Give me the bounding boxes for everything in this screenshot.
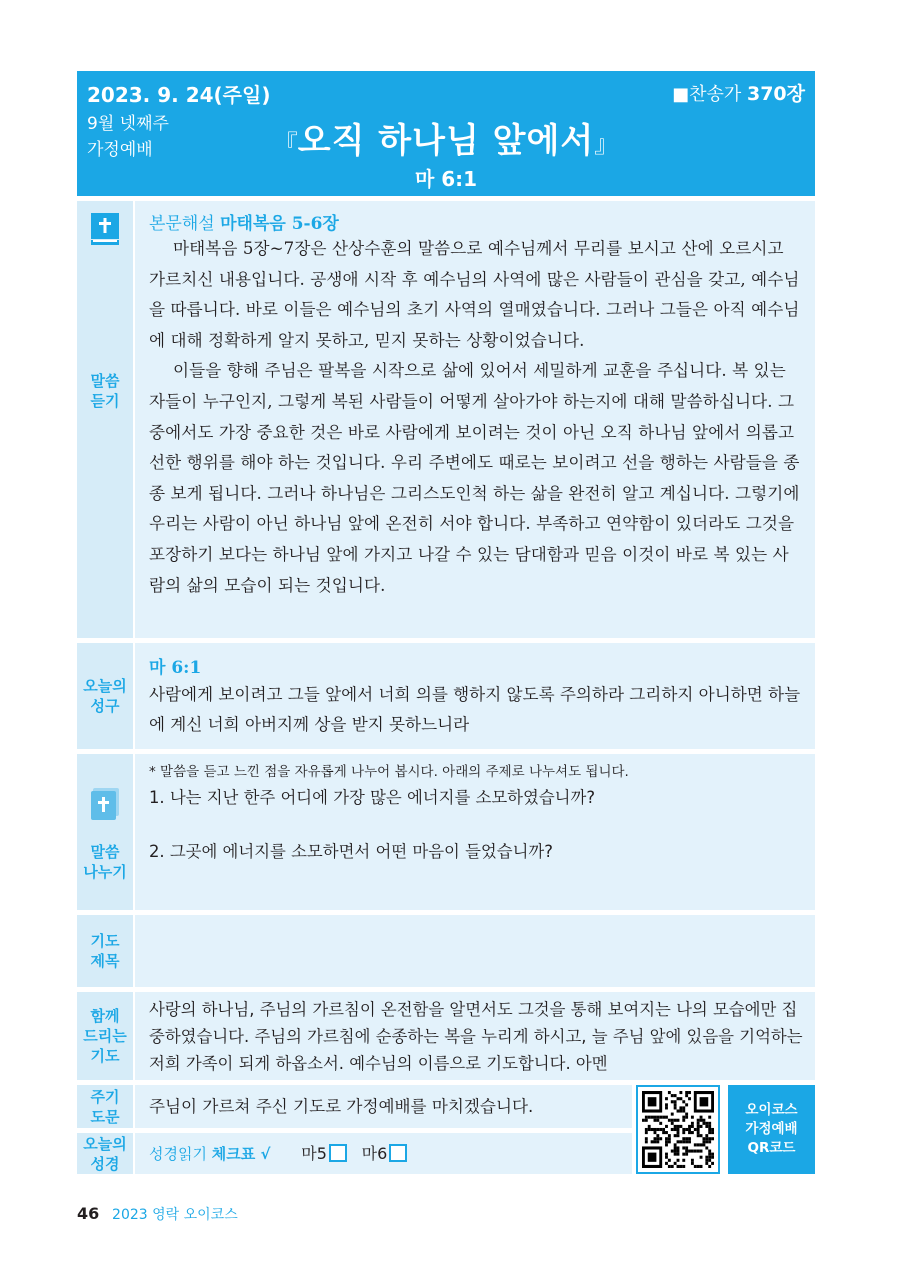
page-number: 46 <box>77 1204 100 1223</box>
section-label <box>77 1085 133 1128</box>
scripture-ref: 마 6:1 <box>414 167 478 191</box>
section-label <box>77 754 133 910</box>
reading-checkbox[interactable] <box>389 1144 407 1162</box>
qr-label <box>728 1085 815 1174</box>
qr-code-icon <box>642 1091 714 1168</box>
checklist-bold: 체크표 √ <box>211 1145 271 1163</box>
verse-ref: 마 6:1 <box>149 658 202 678</box>
verse-text: 사람에게 보이려고 그들 앞에서 너희 의를 행하지 않도록 주의하라 그리하지 아니하면 하늘에 계신 너희 아버지께 상을 받지 못하느니라 <box>149 685 801 734</box>
quote-open: 『 <box>273 130 298 158</box>
share-question-2: 2. 그곳에 에너지를 소모하면서 어떤 마음이 들었습니까? <box>149 842 553 861</box>
label-line: 도문 <box>90 1107 120 1126</box>
quote-close: 』 <box>594 130 619 158</box>
section-label <box>77 915 133 987</box>
section-lords-prayer <box>77 1085 632 1128</box>
label-line: 말씀 <box>90 843 120 861</box>
commentary-ref: 마태복음 5-6장 <box>220 214 339 234</box>
sermon-title <box>77 113 815 162</box>
label-line: 말씀 <box>90 372 120 390</box>
section-label <box>77 1133 133 1174</box>
section-label <box>77 643 133 749</box>
paragraph: 마태복음 5장~7장은 산상수훈의 말씀으로 예수님께서 무리를 보시고 산에 오르시고 가르치신 내용입니다. 공생애 시작 후 예수님의 사역에 많은 사람들이 관심을 갖고, 예수님을 따릅니다. 바로 이들은 예수님의 초기 사역의 열매였습니다. 그러나 그들은 아직 예수님에 대해 정확하게 알지 못하고, 믿지 못하는 상황이었습니다. <box>149 239 800 350</box>
share-note: * 말씀을 듣고 느낀 점을 자유롭게 나누어 봅시다. 아래의 주제로 나누셔도 됩니다. <box>149 764 629 780</box>
label-line: 제목 <box>90 952 120 970</box>
book-icon <box>91 788 119 820</box>
commentary-label: 본문해설 <box>149 214 215 234</box>
label-line: 나누기 <box>83 863 127 881</box>
section-listen <box>77 201 815 638</box>
section-content <box>135 754 815 910</box>
section-share <box>77 754 815 910</box>
label-line: 주기 <box>90 1087 120 1106</box>
section-content <box>135 643 815 749</box>
label-line: 성구 <box>90 697 120 715</box>
service-date: 2023. 9. 24(주일) <box>87 83 271 107</box>
reading-checkbox[interactable] <box>329 1144 347 1162</box>
label-line: 성경 <box>90 1154 120 1173</box>
qr-label-line: 가정예배 <box>745 1121 798 1137</box>
checklist-label: 성경읽기 <box>149 1145 207 1163</box>
page-footer <box>77 1204 238 1224</box>
reading-item-2 <box>362 1144 408 1163</box>
section-reading <box>77 1133 632 1174</box>
qr-label-line: QR코드 <box>747 1140 796 1156</box>
week-label: 9월 넷째주 <box>87 114 169 134</box>
lords-prayer-text: 주님이 가르쳐 주신 기도로 가정예배를 마치겠습니다. <box>135 1085 632 1128</box>
label-line: 기도 <box>90 1047 120 1065</box>
section-today-verse <box>77 643 815 749</box>
commentary-body <box>149 234 803 601</box>
section-label <box>77 992 133 1080</box>
section-pray-together <box>77 992 815 1080</box>
section-prayer-title <box>77 915 815 987</box>
qr-code[interactable] <box>636 1085 720 1174</box>
hymn-info <box>672 79 805 106</box>
label-line: 드리는 <box>83 1027 127 1045</box>
label-line: 오늘의 <box>83 1134 127 1153</box>
section-label <box>77 201 133 638</box>
section-content <box>135 201 815 638</box>
label-line: 오늘의 <box>83 677 127 695</box>
qr-label-line: 오이코스 <box>745 1102 798 1118</box>
hymn-number: 370장 <box>746 83 805 105</box>
title-text: 오직 하나님 앞에서 <box>297 121 595 161</box>
reading-item-label: 마5 <box>301 1144 327 1163</box>
paragraph: 이들을 향해 주님은 팔복을 시작으로 삶에 있어서 세밀하게 교훈을 주십니다. 복 있는 자들이 누구인지, 그렇게 복된 사람들이 어떻게 살아가야 하는지에 대해 말씀하십니다. 그 중에서도 가장 중요한 것은 바로 사람에게 보이려는 것이 아닌 오직 하나님 앞에서 의롭고 선한 행위를 해야 하는 것입니다. 우리 주변에도 때로는 보이려고 선을 행하는 사람들을 종종 보게 됩니다. 그러나 하나님은 그리스도인척 하는 삶을 완전히 알고 계십니다. 그렇기에 우리는 사람이 아닌 하나님 앞에 온전히 서야 합니다. 부족하고 연약함이 있더라도 그것을 포장하기 보다는 하나님 앞에 가지고 나갈 수 있는 담대함과 믿음 이것이 바로 복 있는 사람의 삶의 모습이 되는 것입니다. <box>149 361 800 595</box>
hymn-prefix: ■찬송가 <box>672 84 742 105</box>
reading-checklist <box>135 1133 632 1174</box>
reading-item-1 <box>301 1144 347 1163</box>
prayer-text: 사랑의 하나님, 주님의 가르침이 온전함을 알면서도 그것을 통해 보여지는 나의 모습에만 집중하였습니다. 주님의 가르침에 순종하는 복을 누리게 하시고, 늘 주님 앞에 있음을 기억하는 저희 가족이 되게 하옵소서. 예수님의 이름으로 기도합니다. 아멘 <box>135 992 815 1080</box>
commentary-heading <box>149 209 803 234</box>
prayer-title-area <box>135 915 815 987</box>
footer-text: 2023 영락 오이코스 <box>112 1207 238 1223</box>
label-line: 함께 <box>90 1007 120 1025</box>
label-line: 듣기 <box>90 392 120 410</box>
share-question-1: 1. 나는 지난 한주 어디에 가장 많은 에너지를 소모하였습니까? <box>149 788 596 807</box>
bible-icon <box>91 213 119 245</box>
header-banner <box>77 71 815 196</box>
reading-item-label: 마6 <box>361 1144 388 1163</box>
label-line: 기도 <box>90 932 120 950</box>
service-type: 가정예배 <box>87 140 153 160</box>
